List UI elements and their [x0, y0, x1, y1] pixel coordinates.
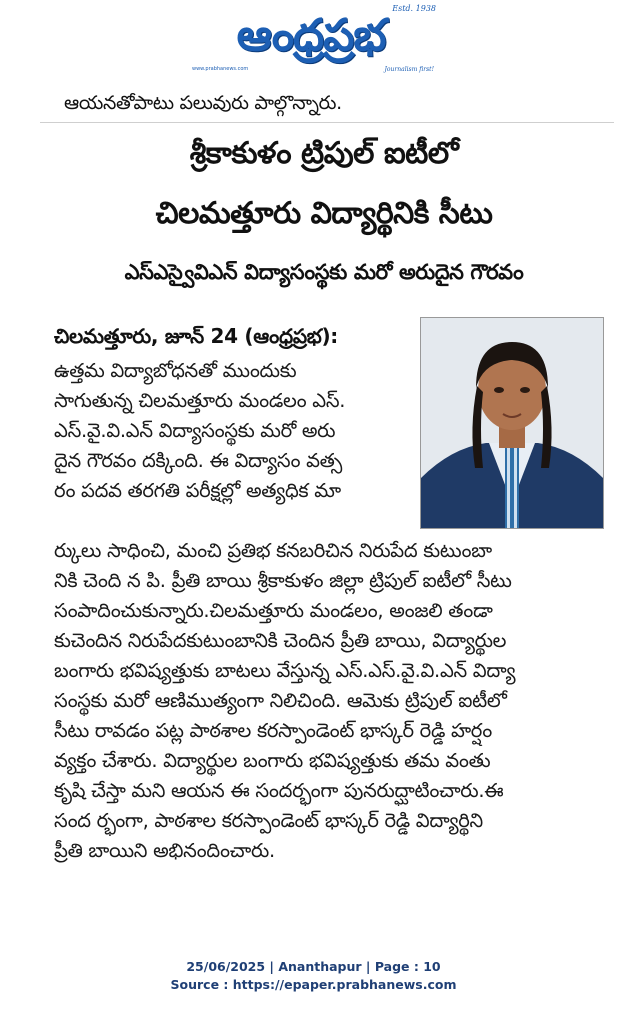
- body-line: సాగుతున్న చిలమత్తూరు మండలం ఎస్.: [54, 389, 346, 412]
- newspaper-logo: [186, 6, 436, 76]
- body-line: దైన గౌరవం దక్కింది. ఈ విద్యాసం వత్స: [54, 449, 343, 472]
- article-body-wide: [54, 536, 614, 866]
- news-clipping: [34, 88, 614, 946]
- body-line: కుచెందిన నిరుపేదకుటుంబానికి చెందిన ప్రీతి బాయి, విద్యార్థుల: [54, 629, 507, 652]
- student-photo: [420, 317, 604, 529]
- body-line: నికి చెంది న పి. ప్రీతి బాయి శ్రీకాకుళం జిల్లా ట్రిపుల్ ఐటీలో సీటు: [54, 569, 512, 592]
- body-line: రం పదవ తరగతి పరీక్షల్లో అత్యధిక మా: [54, 479, 341, 502]
- body-line: ర్కులు సాధించి, మంచి ప్రతిభ కనబరిచిన నిరుపేద కుటుంబా: [54, 539, 492, 562]
- body-line: సంపాదించుకున్నారు.చిలమత్తూరు మండలం, అంజలి తండా: [54, 599, 493, 622]
- student-portrait-image: [421, 318, 603, 528]
- body-line: వ్యక్తం చేశారు. విద్యార్థుల బంగారు భవిష్యత్తుకు తమ వంతు: [54, 749, 491, 772]
- body-line: బంగారు భవిష్యత్తుకు బాటలు వేస్తున్న ఎస్.ఎస్.వై.వి.ఎన్ విద్యా: [54, 659, 516, 682]
- page-footer: [0, 958, 627, 994]
- body-line: సీటు రావడం పట్ల పాఠశాల కరస్పాండెంట్ భాస్కర్ రెడ్డి హర్షం: [54, 719, 492, 742]
- subheadline: ఎస్ఎస్వైవిఎన్ విద్యాసంస్థకు మరో అరుదైన గౌరవం: [124, 260, 524, 284]
- dateline: చిలమత్తూరు, జూన్ 24 (ఆంధ్రప్రభ):: [54, 324, 338, 348]
- website-label: www.prabhanews.com: [192, 66, 249, 72]
- edition-info: 25/06/2025 | Ananthapur | Page : 10: [186, 959, 441, 974]
- masthead: [0, 0, 627, 88]
- body-line: సంద ర్భంగా, పాఠశాల కరస్పాండెంట్ భాస్కర్ రెడ్డి విద్యార్థిని: [54, 809, 483, 832]
- body-line: ఉత్తమ విద్యాబోధనతో ముందుకు: [54, 359, 297, 382]
- body-line: సంస్థకు మరో ఆణిముత్యంగా నిలిచింది. ఆమెకు ట్రిపుల్ ఐటీలో: [54, 689, 507, 712]
- source-link[interactable]: Source : https://epaper.prabhanews.com: [170, 977, 457, 992]
- body-line: ప్రీతి బాయిని అభినందించారు.: [54, 839, 275, 862]
- established-year: Estd. 1938: [392, 4, 436, 13]
- tagline: Journalism first!: [384, 66, 434, 73]
- article-body-narrow: [54, 356, 414, 506]
- logo-wordmark: ఆంధ్రప్రభ: [236, 10, 386, 61]
- body-line: కృషి చేస్తా మని ఆయన ఈ సందర్భంగా పునరుద్ఘాటించారు.ఈ: [54, 779, 504, 802]
- headline-line-2: చిలమత్తూరు విద్యార్థినికి సీటు: [155, 196, 493, 231]
- divider: [40, 122, 614, 123]
- headline-line-1: శ్రీకాకుళం ట్రిపుల్ ఐటీలో: [189, 136, 459, 171]
- body-line: ఎస్.వై.వి.ఎన్ విద్యాసంస్థకు మరో అరు: [54, 419, 336, 442]
- lead-line: ఆయనతోపాటు పలువురు పాల్గొన్నారు.: [64, 92, 342, 114]
